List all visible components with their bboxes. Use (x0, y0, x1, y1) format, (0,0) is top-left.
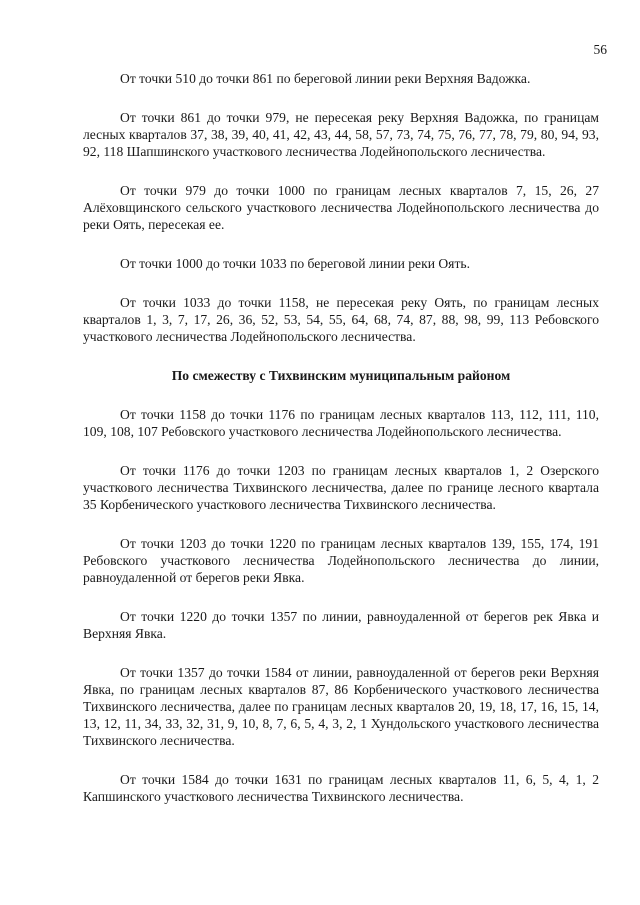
paragraph-510-861: От точки 510 до точки 861 по береговой линии реки Верхняя Вадожка. (120, 71, 531, 86)
section-heading: По смежеству с Тихвинским муниципальным районом (171, 368, 511, 383)
paragraph-1033-1158: От точки 1033 до точки 1158, не пересекая реку Оять, по границам лесных кварталов 1, 3, 7, 17, 26, 36, 52, 53, 54, 55, 64, 68, 74, 87, 88, 98, 99, 113 Ребовского участкового лесничества Лодейнопольского лесничества. (83, 295, 599, 344)
page-number: 56 (593, 42, 607, 57)
paragraph-861-979: От точки 861 до точки 979, не пересекая реку Верхняя Вадожка, по границам лесных кварталов 37, 38, 39, 40, 41, 42, 43, 44, 58, 57, 73, 74, 75, 76, 77, 78, 79, 80, 94, 93, 92, 118 Шапшинского участкового лесничества Лодейнопольского лесничества. (83, 110, 599, 159)
document-body (83, 70, 599, 827)
paragraph-1000-1033: От точки 1000 до точки 1033 по береговой линии реки Оять. (120, 256, 470, 271)
paragraph-1203-1220: От точки 1203 до точки 1220 по границам лесных кварталов 139, 155, 174, 191 Ребовского участкового лесничества Лодейнопольского лесничества до линии, равноудаленной от берегов реки Явка. (83, 536, 599, 585)
paragraph-1357-1584: От точки 1357 до точки 1584 от линии, равноудаленной от берегов реки Верхняя Явка, по границам лесных кварталов 87, 86 Корбенического участкового лесничества Тихвинского лесничества, далее по границам лесных кварталов 20, 19, 18, 17, 16, 15, 14, 13, 12, 11, 34, 33, 32, 31, 9, 10, 8, 7, 6, 5, 4, 3, 2, 1 Хундольского участкового лесничества Тихвинского лесничества. (83, 665, 599, 748)
paragraph-1220-1357: От точки 1220 до точки 1357 по линии, равноудаленной от берегов рек Явка и Верхняя Явка. (83, 609, 599, 641)
paragraph-1176-1203: От точки 1176 до точки 1203 по границам лесных кварталов 1, 2 Озерского участкового лесничества Тихвинского лесничества, далее по границе лесного квартала 35 Корбенического участкового лесничества Тихвинского лесничества. (83, 463, 599, 512)
paragraph-979-1000: От точки 979 до точки 1000 по границам лесных кварталов 7, 15, 26, 27 Алёховщинского сельского участкового лесничества Лодейнопольского лесничества до реки Оять, пересекая ее. (83, 183, 599, 232)
paragraph-1158-1176: От точки 1158 до точки 1176 по границам лесных кварталов 113, 112, 111, 110, 109, 108, 107 Ребовского участкового лесничества Лодейнопольского лесничества. (83, 407, 599, 439)
paragraph-1584-1631: От точки 1584 до точки 1631 по границам лесных кварталов 11, 6, 5, 4, 1, 2 Капшинского участкового лесничества Тихвинского лесничества. (83, 772, 599, 804)
